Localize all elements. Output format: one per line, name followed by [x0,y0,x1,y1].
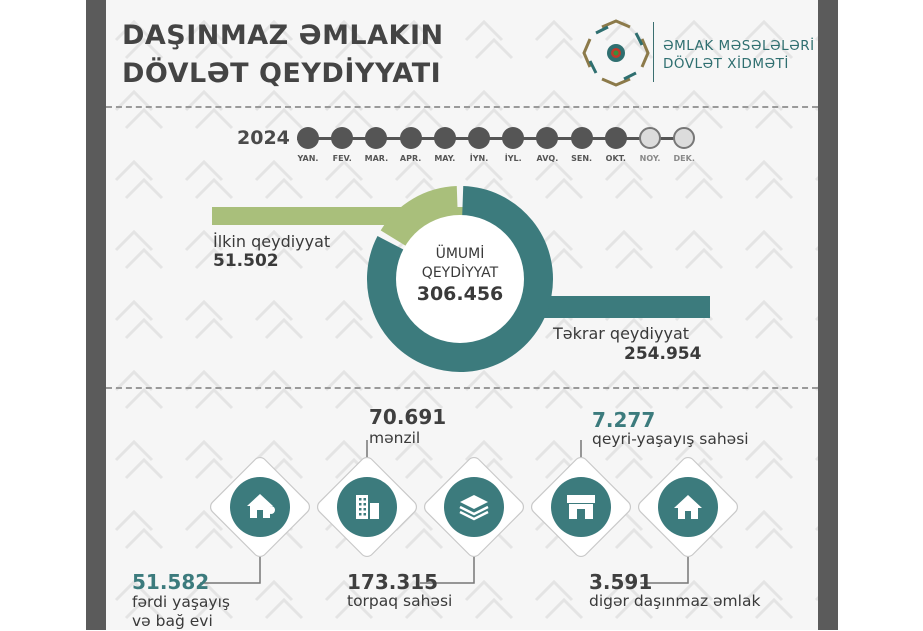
repeat-registration-value: 254.954 [624,344,702,364]
timeline-month-label: İYN. [469,154,489,163]
qeyri-value: 7.277 [592,408,656,432]
timeline-month-label: MAR. [364,154,389,163]
repeat-registration-label: Təkrar qeydiyyat [553,324,690,343]
initial-registration-value: 51.502 [213,251,279,271]
timeline-month-label: İYL. [504,154,522,163]
torpaq-value: 173.315 [347,570,439,594]
timeline-month-label: NOY. [639,154,661,163]
timeline-month-label: YAN. [297,154,319,163]
timeline-month-label: FEV. [332,154,352,163]
torpaq-label: torpaq sahəsi [347,592,453,610]
page-title-line1: DAŞINMAZ ƏMLAKIN [122,20,444,51]
menzil-value: 70.691 [369,405,447,429]
timeline-month-label: DEK. [673,154,695,163]
diger-value: 3.591 [589,570,653,594]
total-value: 306.456 [416,283,504,305]
ferdi-value: 51.582 [132,570,210,594]
torpaq-diamond [422,455,527,560]
org-name-line2: DÖVLƏT XİDMƏTİ [663,56,789,72]
menzil-label: mənzil [369,429,421,447]
timeline-month-label: SEN. [571,154,593,163]
total-label-line2: QEYDİYYAT [421,265,499,281]
timeline-month-label: MAY. [434,154,456,163]
diger-diamond [636,455,741,560]
initial-registration-label: İlkin qeydiyyat [213,232,331,251]
storefront-icon [567,495,595,519]
ferdi-label-line1: fərdi yaşayış [132,593,230,611]
qeyri-diamond [529,455,634,560]
page-title-line2: DÖVLƏT QEYDİYYATI [122,58,442,89]
ferdi-label [132,593,230,631]
timeline-month-label: OKT. [605,154,626,163]
ferdi-diamond [208,455,313,560]
org-name-line1: ƏMLAK MƏSƏLƏLƏRİ [663,38,815,54]
ferdi-label-line2: və bağ evi [132,612,213,630]
timeline-month-label: AVQ. [536,154,559,163]
timeline-year: 2024 [237,127,290,149]
diger-label: digər daşınmaz əmlak [589,592,761,610]
qeyri-label: qeyri-yaşayış sahəsi [592,430,749,448]
menzil-diamond [315,455,420,560]
timeline-month-label: APR. [399,154,422,163]
total-label-line1: ÜMUMİ [435,246,485,262]
